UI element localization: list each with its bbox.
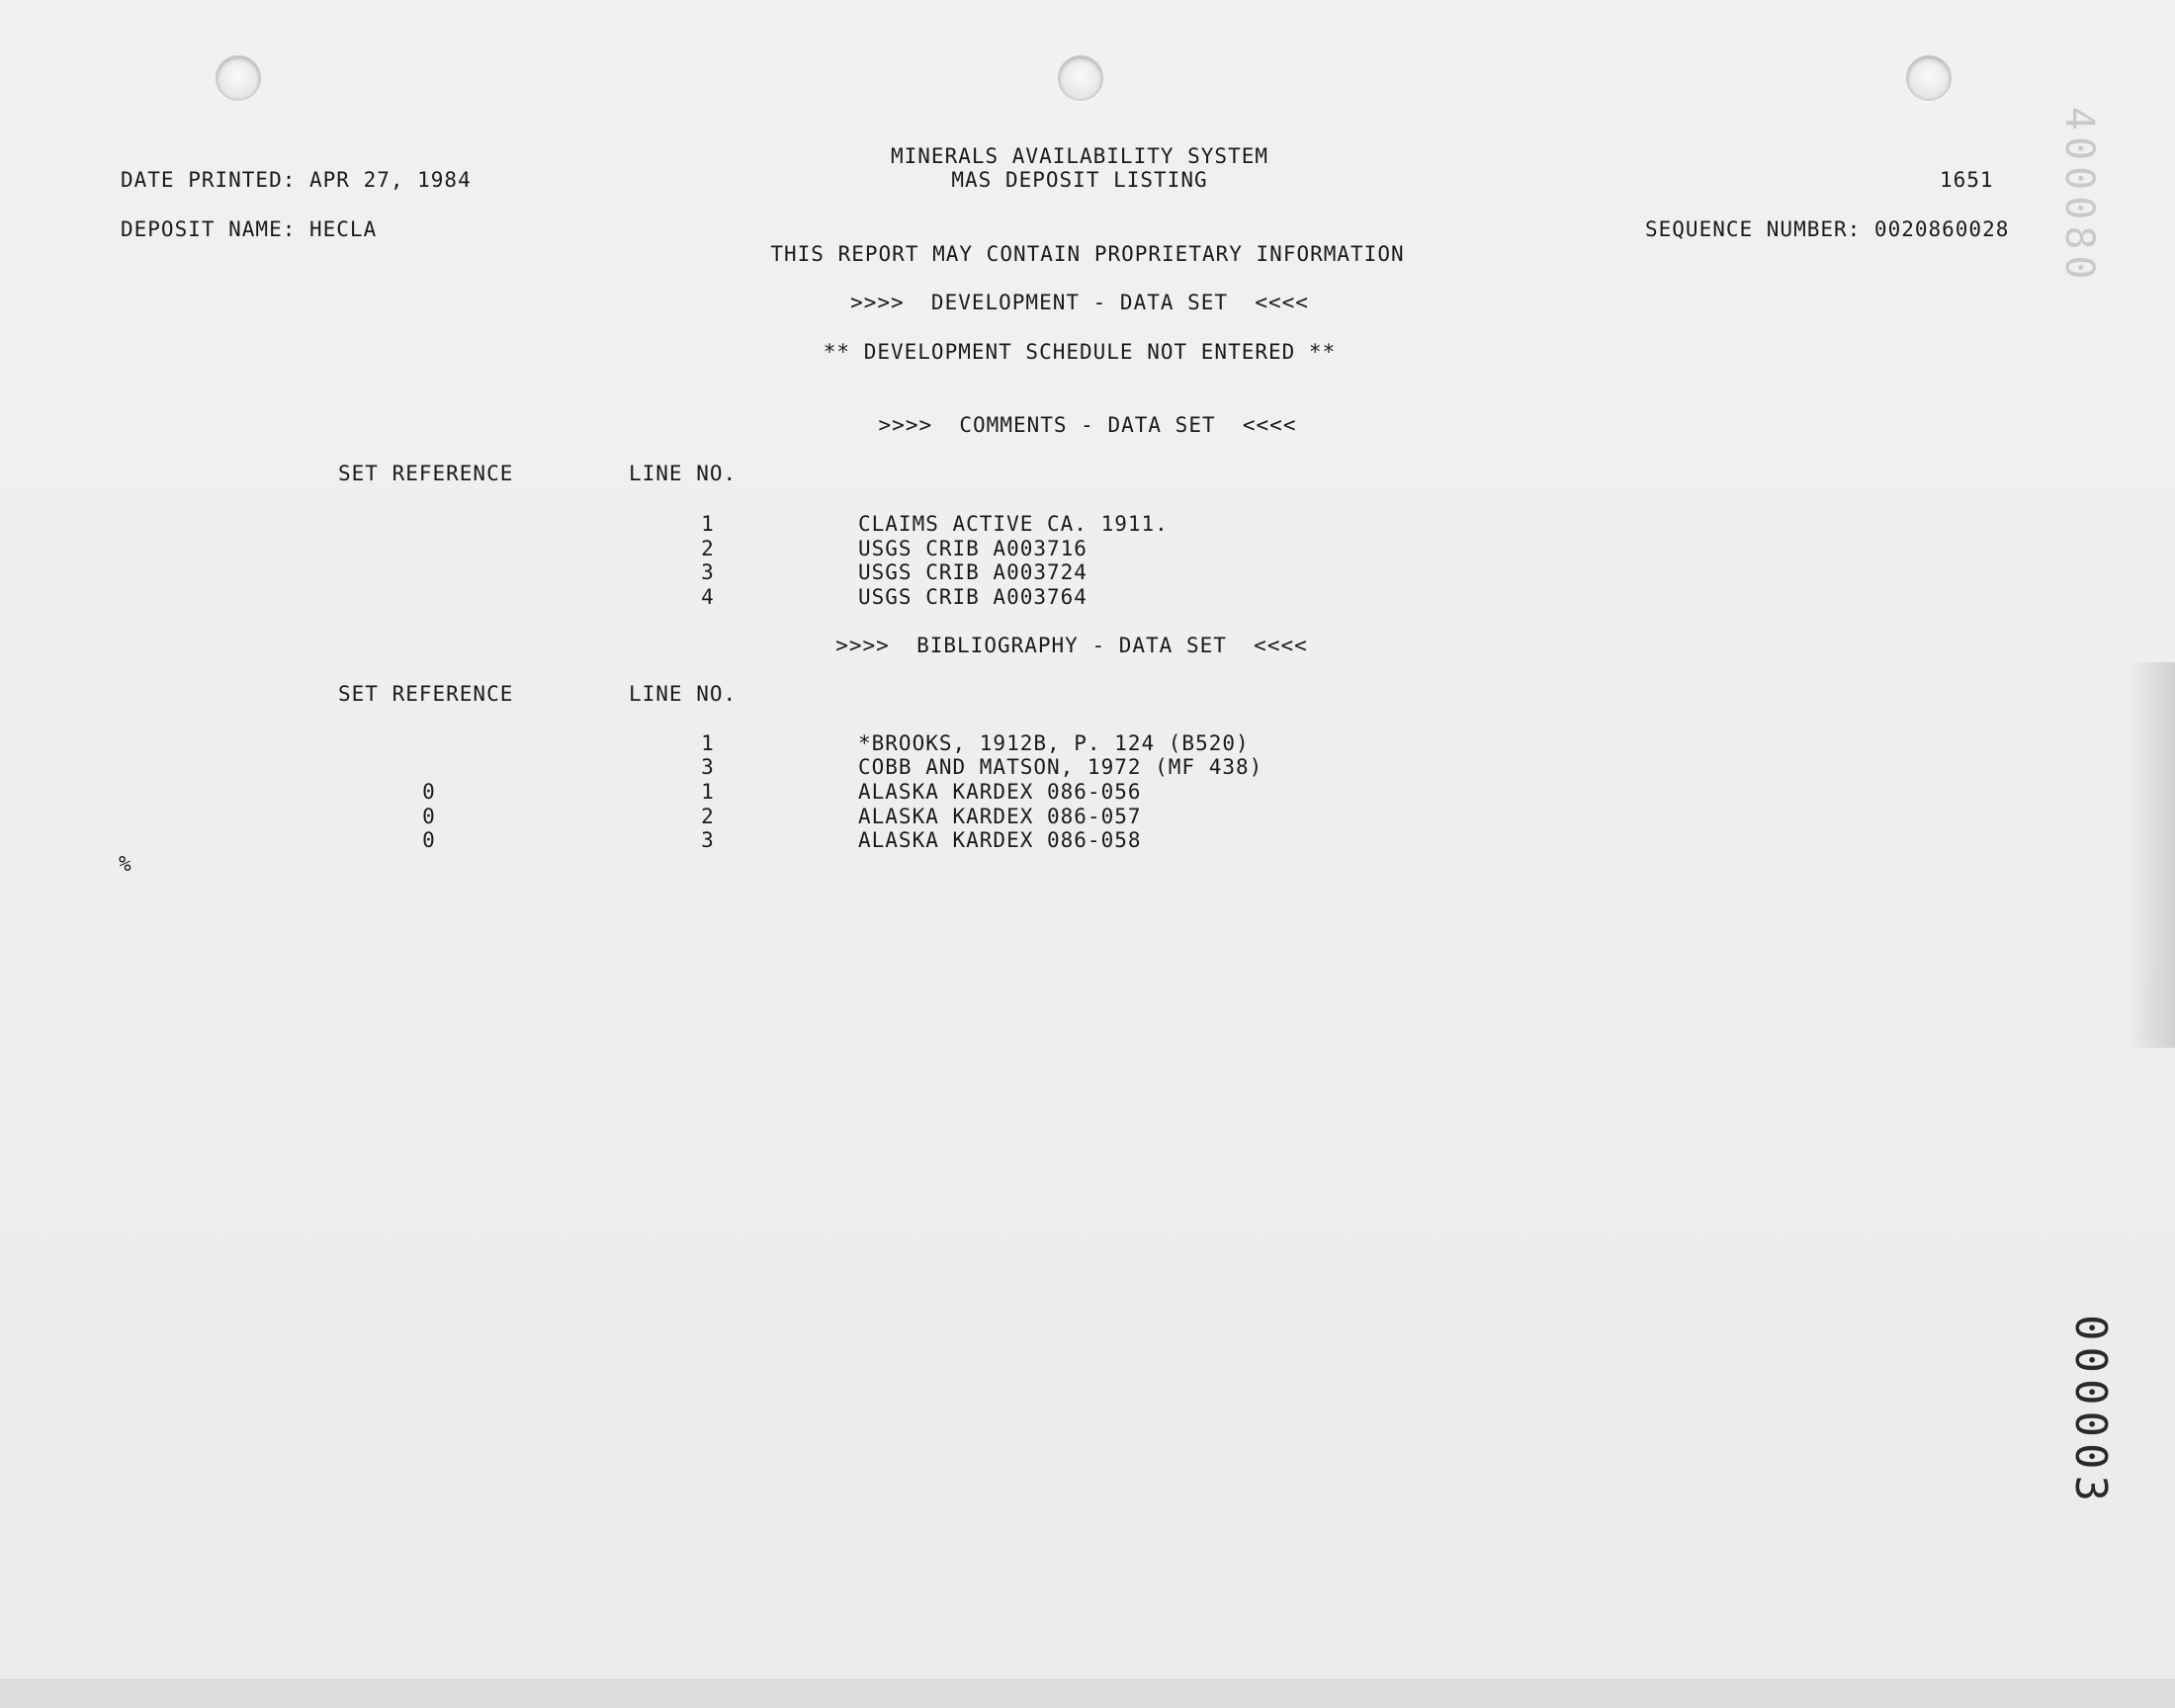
table-row-set-ref: 0 [422, 805, 436, 828]
table-row-line: 3 [701, 755, 715, 779]
binder-hole-center [1058, 55, 1103, 101]
end-of-report-marker: % [119, 852, 132, 876]
table-row-text: ALASKA KARDEX 086-056 [858, 780, 1142, 804]
table-row-text: USGS CRIB A003716 [858, 537, 1088, 560]
table-row-text: CLAIMS ACTIVE CA. 1911. [858, 512, 1169, 536]
bibliography-col-set-reference: SET REFERENCE [338, 682, 514, 706]
table-row-line: 4 [701, 585, 715, 609]
bibliography-col-line-no: LINE NO. [629, 682, 738, 706]
comments-col-set-reference: SET REFERENCE [338, 462, 514, 485]
table-row-text: COBB AND MATSON, 1972 (MF 438) [858, 755, 1263, 779]
deposit-name: DEPOSIT NAME: HECLA [121, 217, 378, 241]
date-printed: DATE PRINTED: APR 27, 1984 [121, 168, 472, 192]
page-bottom-edge [0, 1679, 2175, 1708]
table-row-line: 2 [701, 537, 715, 560]
table-row-text: *BROOKS, 1912B, P. 124 (B520) [858, 731, 1250, 755]
table-row-line: 3 [701, 560, 715, 584]
table-row-set-ref: 0 [422, 780, 436, 804]
table-row-text: ALASKA KARDEX 086-058 [858, 828, 1142, 852]
margin-stamp-top: 400080 [2056, 107, 2102, 286]
bibliography-section-title: >>>> BIBLIOGRAPHY - DATA SET <<<< [835, 634, 1308, 657]
table-row-text: USGS CRIB A003764 [858, 585, 1088, 609]
table-row-line: 1 [701, 512, 715, 536]
page-number: 1651 [1940, 168, 1994, 192]
binder-hole-right [1906, 55, 1952, 101]
table-row-text: ALASKA KARDEX 086-057 [858, 805, 1142, 828]
table-row-set-ref: 0 [422, 828, 436, 852]
margin-stamp-bottom: 000003 [2065, 1315, 2116, 1507]
binder-hole-left [216, 55, 261, 101]
sequence-number: SEQUENCE NUMBER: 0020860028 [1645, 217, 2010, 241]
scan-shadow [2128, 662, 2175, 1048]
development-section-title: >>>> DEVELOPMENT - DATA SET <<<< [850, 291, 1309, 314]
table-row-text: USGS CRIB A003724 [858, 560, 1088, 584]
table-row-line: 1 [701, 731, 715, 755]
proprietary-notice: THIS REPORT MAY CONTAIN PROPRIETARY INFORMATION [770, 242, 1405, 266]
table-row-line: 1 [701, 780, 715, 804]
comments-col-line-no: LINE NO. [629, 462, 738, 485]
comments-section-title: >>>> COMMENTS - DATA SET <<<< [878, 413, 1297, 437]
development-notice: ** DEVELOPMENT SCHEDULE NOT ENTERED ** [823, 340, 1337, 364]
table-row-line: 3 [701, 828, 715, 852]
system-title: MINERALS AVAILABILITY SYSTEM [890, 144, 1269, 168]
table-row-line: 2 [701, 805, 715, 828]
listing-title: MAS DEPOSIT LISTING [951, 168, 1208, 192]
